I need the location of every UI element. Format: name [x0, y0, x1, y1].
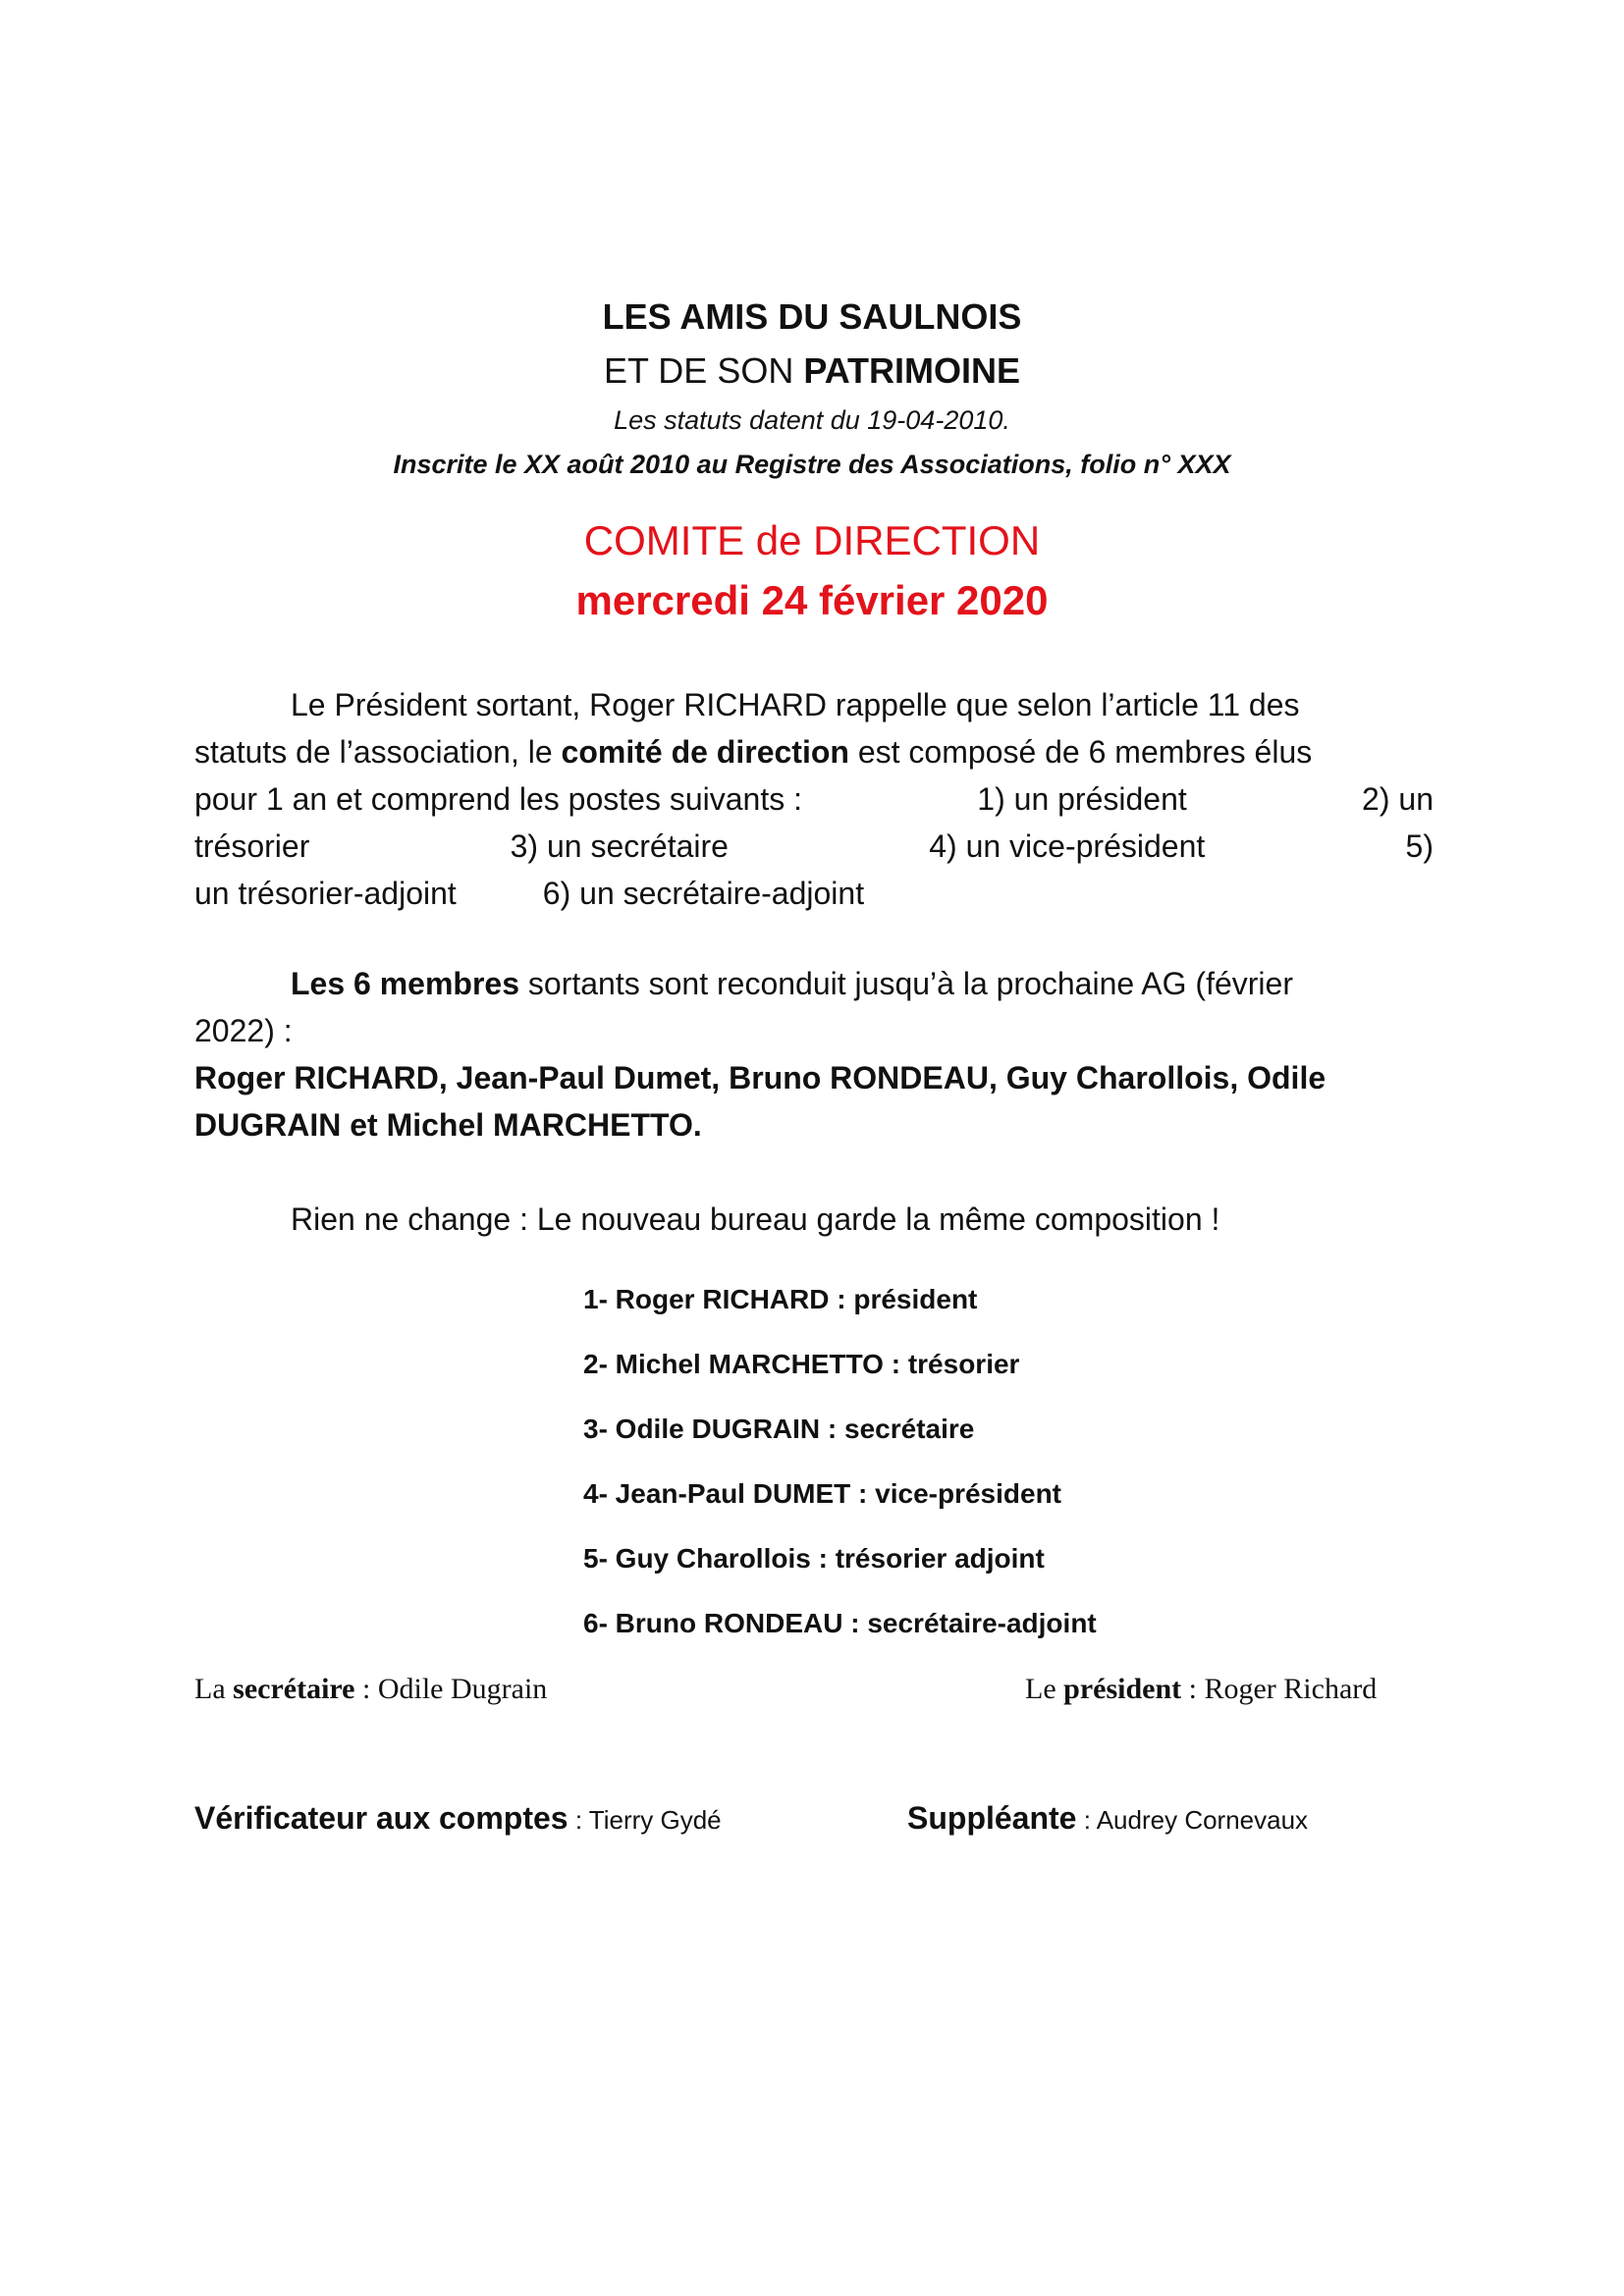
association-subname-prefix: ET DE SON	[603, 350, 794, 391]
paragraph-bureau	[194, 1196, 1434, 1243]
list-item: 6- Bruno RONDEAU : secrétaire-adjoint	[583, 1608, 1097, 1638]
text-span: 5)	[1405, 828, 1434, 864]
text-span: DUGRAIN et Michel MARCHETTO.	[194, 1107, 702, 1143]
paragraph-line	[194, 1196, 1434, 1243]
bureau-roles-list	[583, 1282, 1097, 1671]
paragraph-line	[194, 681, 1434, 728]
paragraph-statuts	[194, 681, 1434, 917]
bold-text: Les 6 membres	[291, 966, 520, 1001]
text-span: Roger RICHARD, Jean-Paul Dumet, Bruno RONDEAU, Guy Charollois, Odile	[194, 1060, 1326, 1095]
text-span: est composé de 6 membres élus	[857, 734, 1313, 770]
paragraph-line	[194, 775, 1434, 823]
text-span: trésorier	[194, 828, 310, 864]
text-span: Rien ne change : Le nouveau bureau garde la même composition !	[291, 1201, 1220, 1237]
list-item: 2- Michel MARCHETTO : trésorier	[583, 1349, 1020, 1379]
meeting-date: mercredi 24 février 2020	[575, 577, 1049, 623]
list-item: 4- Jean-Paul DUMET : vice-président	[583, 1478, 1062, 1509]
signature-secretary	[194, 1673, 547, 1706]
text-span: statuts de l’association, le	[194, 734, 553, 770]
text-span: La	[194, 1673, 226, 1705]
paragraph-line	[194, 728, 1434, 775]
substitute-name: : Audrey Cornevaux	[1083, 1805, 1309, 1835]
text-span: 3) un secrétaire	[510, 828, 729, 864]
auditor-label: Vérificateur aux comptes	[194, 1800, 568, 1836]
text-span: 1) un président	[977, 781, 1187, 817]
list-item: 1- Roger RICHARD : président	[583, 1284, 978, 1314]
association-subname-bold: PATRIMOINE	[803, 350, 1021, 391]
text-span: 2022) :	[194, 1013, 293, 1048]
text-span: 2) un	[1362, 781, 1434, 817]
text-span: : Odile Dugrain	[362, 1673, 548, 1705]
text-span: : Roger Richard	[1188, 1673, 1378, 1705]
text-span: 4) un vice-président	[929, 828, 1206, 864]
text-span: 6) un secrétaire-adjoint	[542, 876, 865, 911]
paragraph-line	[194, 1101, 1434, 1148]
paragraph-line	[194, 960, 1434, 1007]
auditor-name: : Tierry Gydé	[574, 1805, 722, 1835]
paragraph-line	[194, 1054, 1434, 1101]
list-item: 3- Odile DUGRAIN : secrétaire	[583, 1414, 975, 1444]
statuts-date: Les statuts datent du 19-04-2010.	[614, 405, 1010, 435]
text-span: un trésorier-adjoint	[194, 876, 457, 911]
registre-line: Inscrite le XX août 2010 au Registre des Associations, folio n° XXX	[393, 450, 1231, 479]
paragraph-line	[194, 823, 1434, 870]
signature-president	[1025, 1673, 1377, 1706]
paragraph-line	[194, 1007, 1434, 1054]
meeting-title: COMITE de DIRECTION	[583, 517, 1041, 563]
auditor-line	[194, 1800, 722, 1837]
association-subname	[0, 350, 1624, 392]
list-item: 5- Guy Charollois : trésorier adjoint	[583, 1543, 1045, 1574]
association-name: LES AMIS DU SAULNOIS	[602, 296, 1022, 337]
text-span: Le	[1025, 1673, 1056, 1705]
bold-text: comité de direction	[561, 734, 849, 770]
bold-text: président	[1063, 1673, 1182, 1705]
paragraph-line	[194, 870, 1434, 917]
text-span: sortants sont reconduit jusqu’à la prochaine AG (février	[527, 966, 1293, 1001]
substitute-line	[907, 1800, 1308, 1837]
bold-text: secrétaire	[233, 1673, 355, 1705]
substitute-label: Suppléante	[907, 1800, 1077, 1836]
text-span: pour 1 an et comprend les postes suivants :	[194, 781, 803, 817]
paragraph-members	[194, 960, 1434, 1054]
text-span: Le Président sortant, Roger RICHARD rappelle que selon l’article 11 des	[291, 687, 1300, 722]
members-names	[194, 1054, 1434, 1148]
